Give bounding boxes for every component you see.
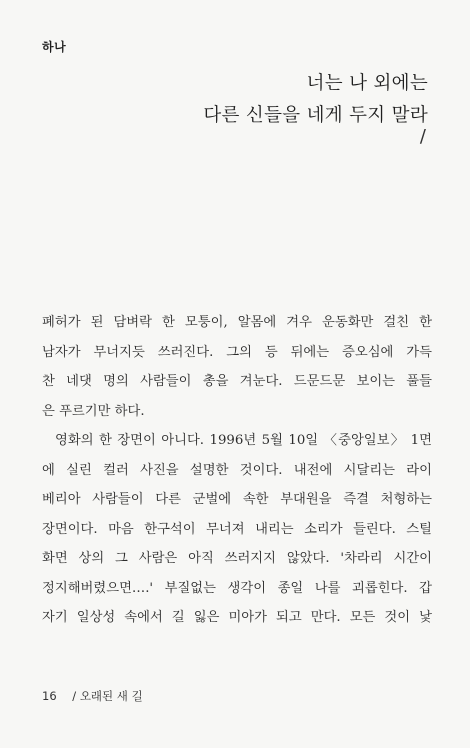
body-line: 장면이다. 마음 한구석이 무너져 내리는 소리가 들린다. 스틸 <box>42 521 432 537</box>
body-line: 은 푸르기만 하다. <box>42 403 145 419</box>
body-line: 영화의 한 장면이 아니다. 1996년 5월 10일 〈중앙일보〉 1면 <box>55 433 432 448</box>
body-line: 찬 네댓 명의 사람들이 총을 겨눈다. 드문드문 보이는 풀들 <box>42 374 432 389</box>
running-title: / 오래된 새 길 <box>72 689 143 703</box>
title-line-1: 너는 나 외에는 <box>306 73 428 94</box>
body-line: 화면 상의 그 사람은 아직 쓰러지지 않았다. '차라리 시간이 <box>42 551 432 566</box>
title-line-2: 다른 신들을 네게 두지 말라 <box>203 105 428 126</box>
body-line: 남자가 무너지듯 쓰러진다. 그의 등 뒤에는 증오심에 가득 <box>42 344 432 360</box>
page-number: 16 <box>42 689 57 703</box>
body-line: 베리아 사람들이 다른 군벌에 속한 부대원을 즉결 처형하는 <box>42 492 432 507</box>
body-line: 에 실린 컬러 사진을 설명한 것이다. 내전에 시달리는 라이 <box>42 462 432 478</box>
body-text <box>42 308 432 633</box>
body-line: 정지해버렸으면….' 부질없는 생각이 종일 나를 괴롭힌다. 갑 <box>42 580 432 596</box>
title-slash-mark: / <box>419 126 426 147</box>
chapter-title <box>203 68 428 132</box>
page-footer <box>42 688 143 704</box>
body-line: 자기 일상성 속에서 길 잃은 미아가 되고 만다. 모든 것이 낯 <box>42 610 432 625</box>
section-tag: 하나 <box>42 40 67 54</box>
body-line: 폐허가 된 담벼락 한 모퉁이, 알몸에 겨우 운동화만 걸친 한 <box>42 315 432 330</box>
